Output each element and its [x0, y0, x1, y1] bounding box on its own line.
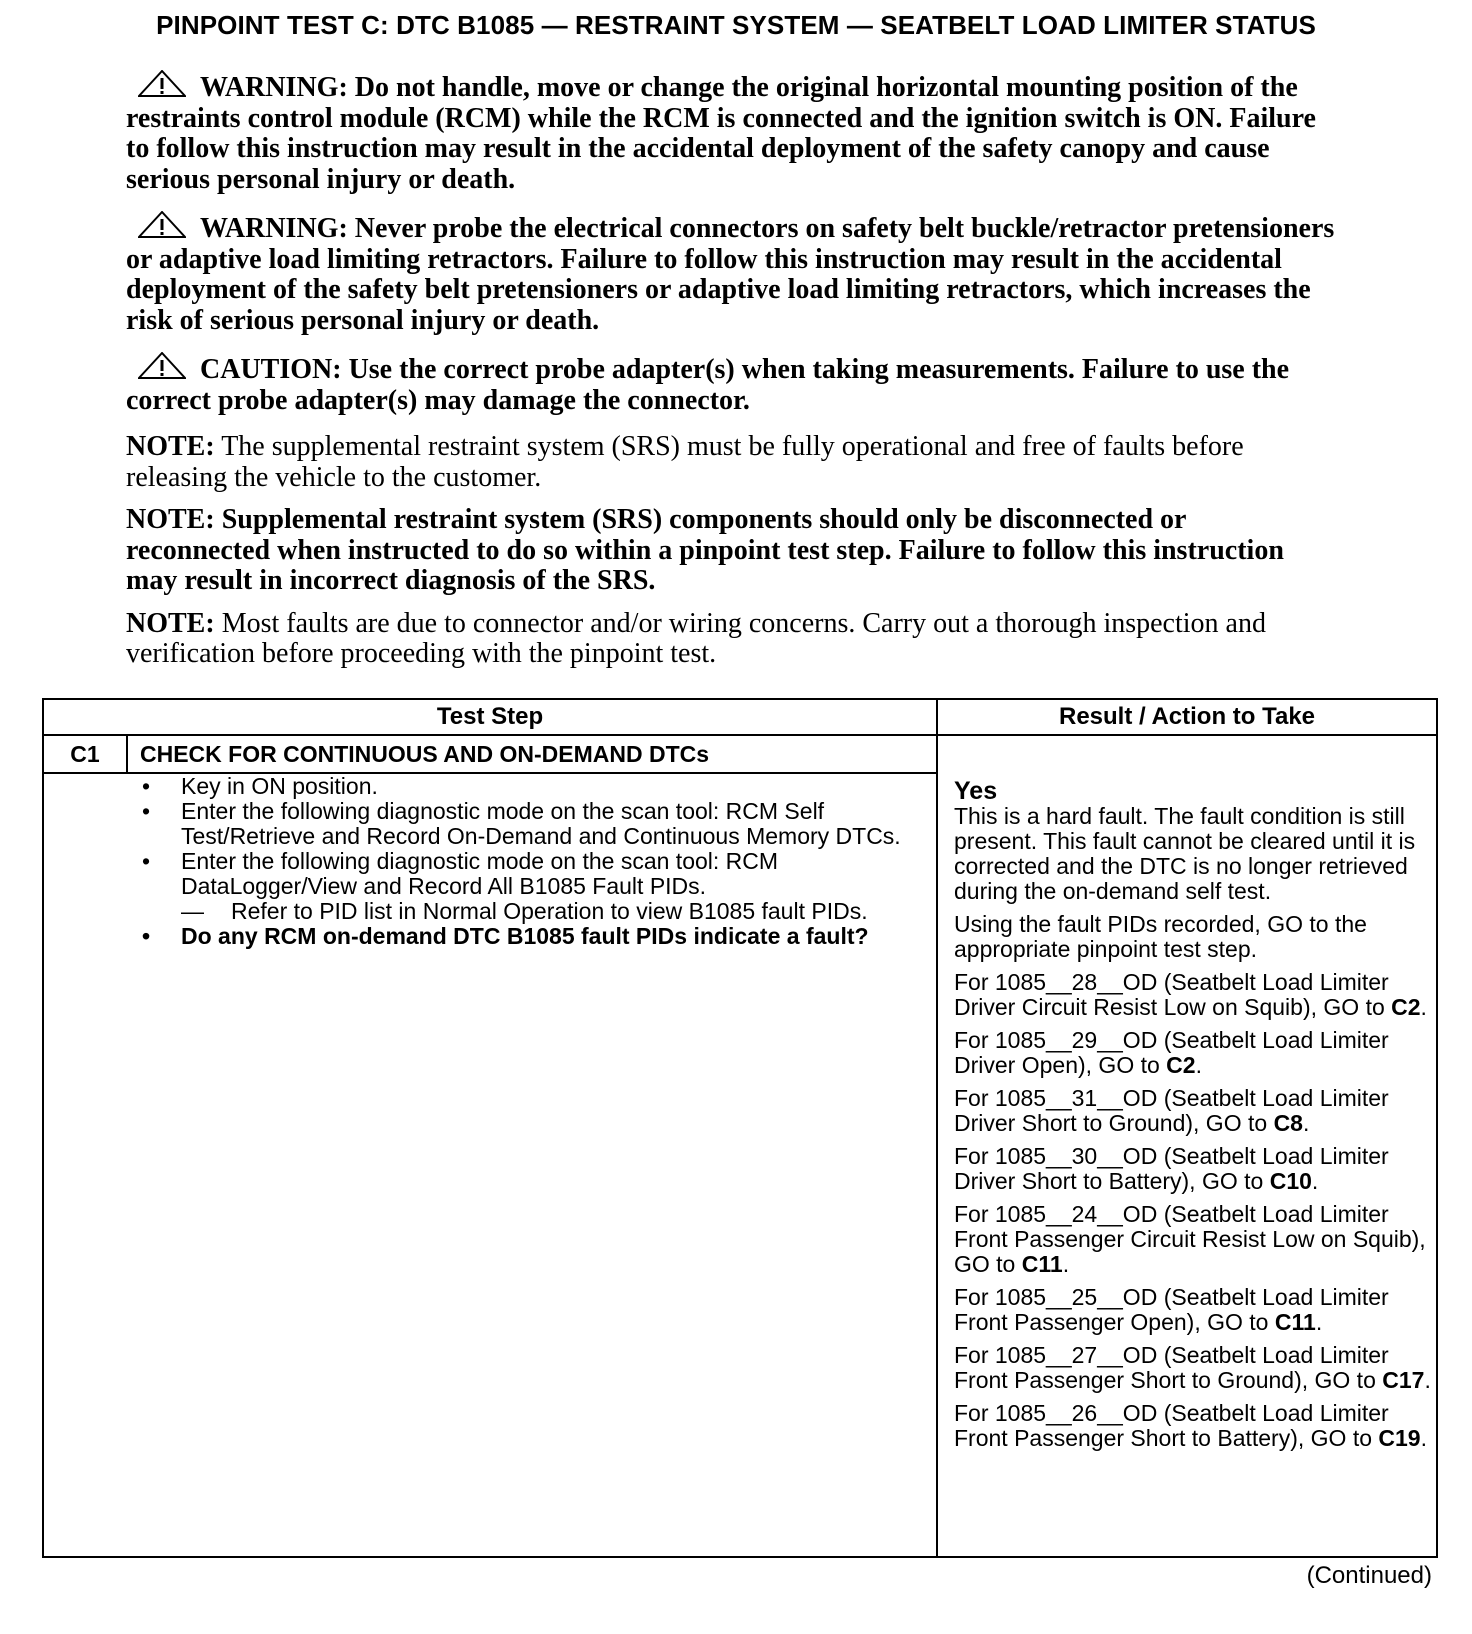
result-text: This is a hard fault. The fault condition is still present. This fault cannot be cleared until it is corrected and the DTC is no longer retrieved during the on-demand self test. [954, 803, 1416, 904]
result-action-item: For 1085__25__OD (Seatbelt Load Limiter Front Passenger Open), GO to C11. [954, 1284, 1389, 1335]
yes-label: Yes [954, 777, 998, 805]
step-text: Refer to PID list in Normal Operation to view B1085 fault PIDs. [231, 898, 868, 924]
header-test-step: Test Step [436, 703, 544, 730]
result-action-item: For 1085__28__OD (Seatbelt Load Limiter Driver Circuit Resist Low on Squib), GO to C2. [954, 969, 1427, 1020]
result-action-item: For 1085__24__OD (Seatbelt Load Limiter Front Passenger Circuit Resist Low on Squib), GO to C11. [954, 1201, 1426, 1277]
note-paragraph [126, 505, 1336, 597]
goto-step-link[interactable]: C11 [1021, 1251, 1063, 1277]
warning-text: Do not handle, move or change the original horizontal mounting position of the restraints control module (RCM) while the RCM is connected and the ignition switch is ON. Failure to follow this instruction may result in the accidental deployment of the safety canopy and cause serious personal injury or death. [126, 72, 1316, 195]
warning-paragraph [126, 211, 1336, 336]
list-item [136, 849, 926, 899]
list-item [136, 799, 926, 849]
bullet-icon: • [142, 773, 151, 799]
bullet-icon: • [142, 798, 151, 824]
result-action-item: For 1085__26__OD (Seatbelt Load Limiter Front Passenger Short to Battery), GO to C19. [954, 1400, 1427, 1451]
result-action [954, 778, 1434, 1459]
warning-triangle-icon [138, 70, 186, 98]
pinpoint-test-table [42, 698, 1438, 1558]
caution-text: Use the correct probe adapter(s) when taking measurements. Failure to use the correct probe adapter(s) may damage the connector. [126, 354, 1290, 416]
notices [126, 70, 1336, 686]
step-text: Enter the following diagnostic mode on the scan tool: RCM Self Test/Retrieve and Record On-Demand and Continuous Memory DTCs. [181, 798, 901, 849]
goto-step-link[interactable]: C2 [1391, 994, 1421, 1020]
warning-triangle-icon [138, 352, 186, 380]
note-paragraph [126, 609, 1336, 670]
page-title: PINPOINT TEST C: DTC B1085 — RESTRAINT SYSTEM — SEATBELT LOAD LIMITER STATUS [156, 10, 1316, 40]
bullet-icon: • [142, 848, 151, 874]
bullet-icon: • [142, 923, 151, 949]
list-item [136, 924, 926, 949]
result-action-item: For 1085__30__OD (Seatbelt Load Limiter Driver Short to Battery), GO to C10. [954, 1143, 1389, 1194]
note-text: Most faults are due to connector and/or wiring concerns. Carry out a thorough inspection and verification before proceeding with the pinpoint test. [126, 607, 1266, 669]
note-label: NOTE: [126, 607, 215, 639]
result-action-item: For 1085__27__OD (Seatbelt Load Limiter Front Passenger Short to Ground), GO to C17. [954, 1342, 1431, 1393]
step-text: Enter the following diagnostic mode on the scan tool: RCM DataLogger/View and Record All B1085 Fault PIDs. [181, 848, 779, 899]
note-label: NOTE: [126, 504, 215, 535]
warning-text: Never probe the electrical connectors on safety belt buckle/retractor pretensioners or adaptive load limiting retractors. Failure to follow this instruction may result in the accidental deployment of the safety belt pretensioners or adaptive load limiting retractors, which increases the risk of serious personal injury or death. [126, 213, 1335, 336]
step-question: Do any RCM on-demand DTC B1085 fault PIDs indicate a fault? [181, 923, 869, 949]
result-text: Using the fault PIDs recorded, GO to the appropriate pinpoint test step. [954, 911, 1367, 962]
step-id-divider [126, 734, 128, 772]
goto-step-link[interactable]: C2 [1166, 1052, 1196, 1078]
goto-step-link[interactable]: C17 [1382, 1367, 1425, 1393]
caution-paragraph [126, 352, 1336, 416]
dash-icon: — [181, 898, 204, 924]
warning-paragraph [126, 70, 1336, 195]
goto-step-link[interactable]: C19 [1378, 1425, 1421, 1451]
column-divider [936, 700, 938, 1556]
list-item [136, 774, 926, 799]
note-text: Supplemental restraint system (SRS) components should only be disconnected or reconnected when instructed to do so within a pinpoint test step. Failure to follow this instruction may result in incorrect diagnosis of the SRS. [126, 504, 1284, 596]
note-text: The supplemental restraint system (SRS) must be fully operational and free of faults before releasing the vehicle to the customer. [126, 431, 1244, 493]
result-action-item: For 1085__31__OD (Seatbelt Load Limiter Driver Short to Ground), GO to C8. [954, 1085, 1389, 1136]
note-label: NOTE: [126, 431, 215, 462]
list-item [136, 899, 926, 924]
step-title: CHECK FOR CONTINUOUS AND ON-DEMAND DTCs [140, 741, 710, 767]
step-id: C1 [70, 741, 100, 767]
note-paragraph [126, 432, 1336, 493]
continued-label: (Continued) [1306, 1562, 1432, 1589]
step-text: Key in ON position. [181, 773, 378, 799]
caution-label: CAUTION: [200, 354, 342, 385]
goto-step-link[interactable]: C11 [1274, 1309, 1316, 1335]
goto-step-link[interactable]: C10 [1269, 1168, 1312, 1194]
goto-step-link[interactable]: C8 [1273, 1110, 1303, 1136]
warning-label: WARNING: [200, 72, 348, 103]
warning-label: WARNING: [200, 213, 348, 244]
step-instructions [136, 774, 926, 949]
warning-triangle-icon [138, 211, 186, 239]
result-action-item: For 1085__29__OD (Seatbelt Load Limiter Driver Open), GO to C2. [954, 1027, 1389, 1078]
header-result-action: Result / Action to Take [1058, 703, 1316, 730]
